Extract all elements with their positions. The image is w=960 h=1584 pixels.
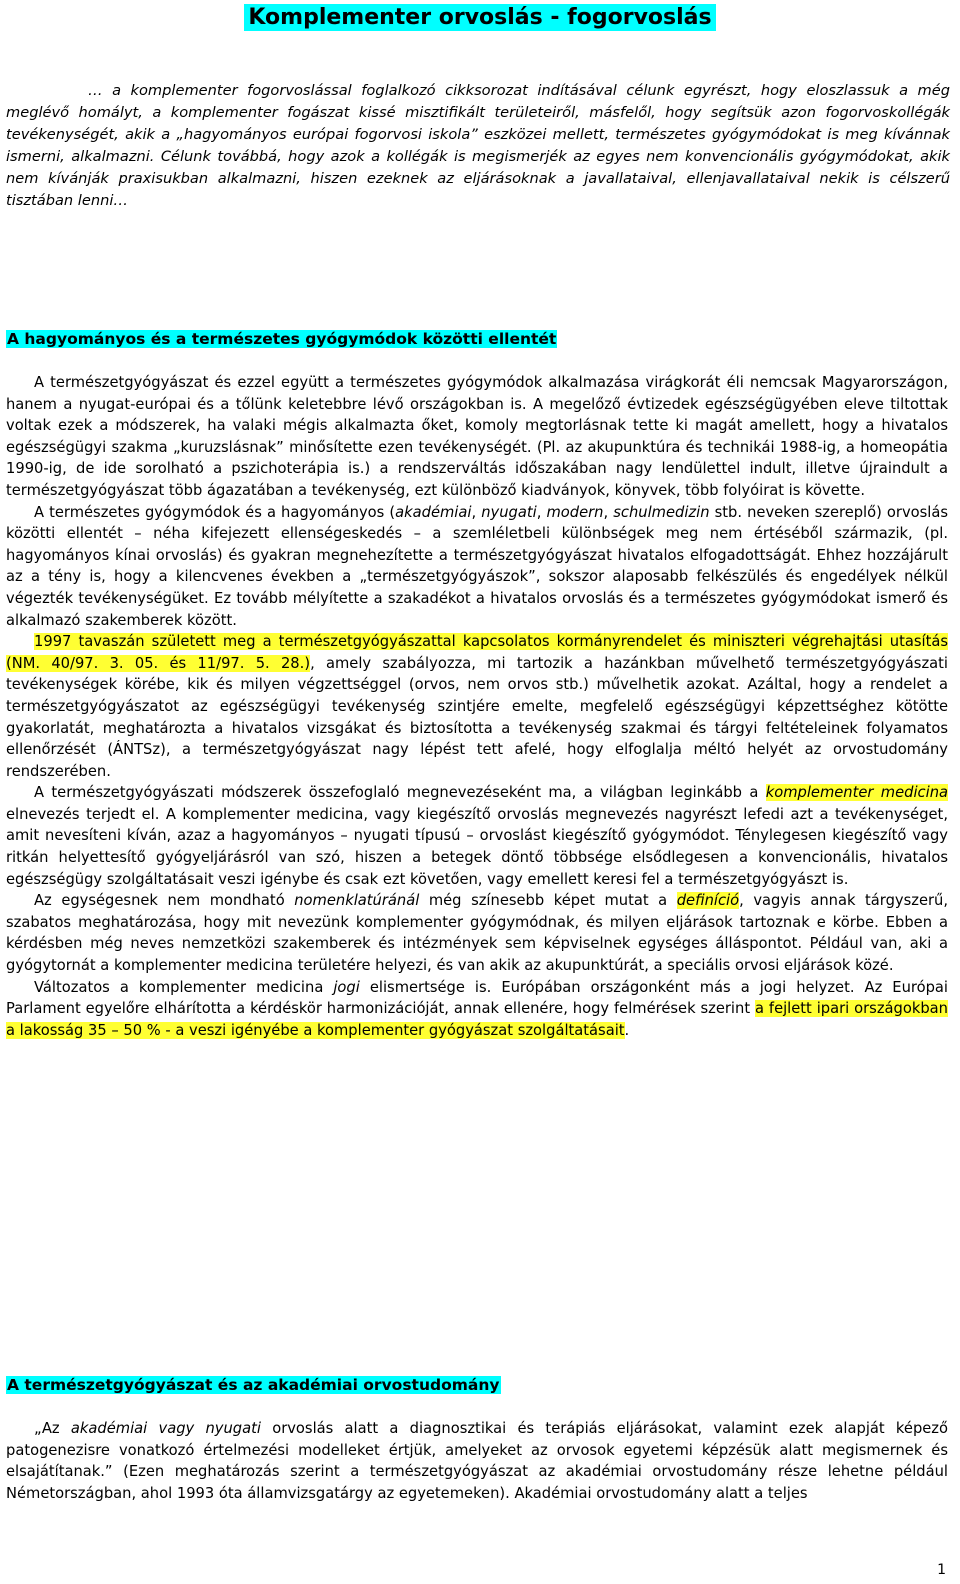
paragraph xyxy=(6,1418,948,1504)
paragraph-text: még színesebb képet mutat a xyxy=(419,892,677,910)
section-heading-2-text: A természetgyógyászat és az akadémiai orvostudomány xyxy=(7,1376,500,1394)
paragraph-text: elnevezés terjedt el. A komplementer medicina, vagy kiegészítő orvoslás megnevezés nagyrészt lefedi azt a tevékenységet, amit nevesíteni kíván, azaz a hagyományos – nyugati típusú – orvoslást kiegészítő gyógymódot. Ténylegesen kiegészítő vagy ritkán helyettesítő gyógyeljárásról van szó, hiszen a betegek döntő többsége elsődlegesen a konvencionális, hivatalos egészségügy szolgáltatásait veszi igénybe és csak ezt követően, vagy emellett keresi fel a természetgyógyászt is. xyxy=(6,805,948,888)
paragraph xyxy=(6,502,948,632)
italic-term: jogi xyxy=(333,978,360,996)
highlighted-text: a fejlett ipari országokban a lakosság 35 – 50 % - a veszi igényébe a komplementer gyógyászat szolgáltatásait xyxy=(6,1000,948,1039)
paragraph xyxy=(6,631,948,782)
paragraph-text: , xyxy=(603,503,614,521)
document-title-text: Komplementer orvoslás - fogorvoslás xyxy=(244,4,715,31)
highlighted-term: komplementer medicina xyxy=(765,784,949,802)
italic-term: modern xyxy=(546,503,604,521)
italic-term: nomenklatúránál xyxy=(294,892,420,910)
section-2-body xyxy=(6,1418,948,1504)
section-1-body xyxy=(6,372,948,1041)
paragraph-text: orvoslás alatt a diagnosztikai és terápiás eljárásokat, valamint ezek alapját képező patogenezisre vonatkozó értelmezési modelleket értjük, amelyeket az orvosok egyetemi képzésük alatt megismernek és elsajátítanak.” (Ezen meghatározás szerint a természetgyógyászat az akadémiai orvostudomány része lehetne például Németországban, ahol 1993 óta államvizsgatárgy az egyetemeken). Akadémiai orvostudomány alatt a teljes xyxy=(6,1420,949,1502)
paragraph-text: elismertsége is. Európában országonként más a jogi helyzet. Az Európai Parlament egyelőre elhárította a kérdéskör harmonizációját, annak ellenére, hogy felmérések szerint xyxy=(6,978,948,1018)
paragraph-text: , vagyis annak tárgyszerű, szabatos meghatározása, hogy mit nevezünk komplementer gyógymódnak, és milyen eljárások tartoznak e körbe. Ebben a kérdésben még neves nemzetközi szakemberek és intézmények sem képviselnek egységes álláspontot. Például van, aki a gyógytornát a komplementer medicina területére helyezi, és van akik az akupunktúrát, a speciális orvosi eljárások közé. xyxy=(6,892,948,975)
paragraph-text: , xyxy=(471,503,482,521)
intro-paragraph: … a komplementer fogorvoslással foglalkozó cikksorozat indításával célunk egyrészt, hogy eloszlassuk a még meglévő homályt, a komplementer fogászat kissé misztifikált területeiről, másfelől, hogy segítsük azon fogorvoskollégák tevékenységét, akik a „hagyományos európai fogorvosi iskola” eszközei mellett, természetes gyógymódokat is meg kívánnak ismerni, alkalmazni. Célunk továbbá, hogy azok a kollégák is megismerjék az egyes nem konvencionális gyógymódokat, akik nem kívánják praxisukban alkalmazni, hiszen ezeknek az eljárásoknak a javallataival, ellenjavallataival nekik is célszerű tisztában lenni… xyxy=(6,82,950,210)
paragraph-text: stb. neveken szereplő) orvoslás közötti ellentét – néha kifejezett ellenségeskedés – a szemléletbeli különbségek meg nem értéséből származik, (pl. hagyományos kínai orvoslás) és gyakran megnehezítette a természetgyógyászat hivatalos elfogadottságát. Ehhez hozzájárult az a tény is, hogy a kilencvenes években a „természetgyógyászok”, sokszor alaposabb felkészülés és engedélyek nélkül végezték tevékenységüket. Ez tovább mélyítette a szakadékot a hivatalos orvoslás és a természetes gyógymódokat ismerő és alkalmazó szakemberek között. xyxy=(6,503,949,629)
section-heading-1-text: A hagyományos és a természetes gyógymódok közötti ellentét xyxy=(7,330,557,348)
paragraph-text: A természetes gyógymódok és a hagyományos ( xyxy=(34,503,396,521)
paragraph xyxy=(6,782,948,890)
paragraph-text: , xyxy=(536,503,547,521)
section-heading-2 xyxy=(6,1375,501,1395)
paragraph-text: , amely szabályozza, mi tartozik a hazánkban művelhető természetgyógyászati tevékenységek körébe, kik és milyen végzettséggel (orvos, nem orvos stb.) művelhetik azokat. Azáltal, hogy a rendelet a természetgyógyászatot az egészségügyi tevékenység szintjére emelte, megfelelő egészségügyi képzettséghez kötötte gyakorlatát, meghatározta a hivatalos vizsgákat és biztosította a tevékenység szakmai és tárgyi feltételeinek folyamatos ellenőrzését (ÁNTSz), a természetgyógyászat nagy lépést tett afelé, hogy elfoglalja méltó helyét az orvostudomány rendszerében. xyxy=(6,654,948,780)
highlighted-text: 1997 tavaszán született meg a természetgyógyászattal kapcsolatos kormányrendelet és miniszteri végrehajtási utasítás (NM. 40/97. 3. 05. és 11/97. 5. 28.) xyxy=(6,633,948,672)
italic-term: schulmedizin xyxy=(613,503,710,521)
paragraph-text: Az egységesnek nem mondható xyxy=(34,892,295,910)
paragraph-text: . xyxy=(624,1021,630,1039)
paragraph-text: A természetgyógyászat és ezzel együtt a természetes gyógymódok alkalmazása virágkorát éli nemcsak Magyarországon, hanem a nyugat-európai és a tőlünk keletebbre lévő országokban is. A megelőző évtizedek egészségügyében eleve tiltottak voltak ezek a módszerek, ha valaki mégis alkalmazta őket, komoly megtorlásnak tette ki magát amellett, hogy a hivatalos egészségügyi szakma „kuruzslásnak” minősítette ezen tevékenységét. (Pl. az akupunktúra és technikái 1988-ig, a homeopátia 1990-ig, de ide sorolható a pszichoterápia is.) a rendszerváltás időszakában nagy lendülettel indult, illetve újraindult a természetgyógyászat több ágazatában a tevékenység, ezt különböző kiadványok, könyvek, több folyóirat is követte. xyxy=(6,374,948,499)
italic-term: akadémiai xyxy=(395,503,472,521)
paragraph-text: A természetgyógyászati módszerek összefoglaló megnevezéseként ma, a világban leginkább a xyxy=(34,784,766,802)
highlighted-term: definíció xyxy=(676,892,740,910)
paragraph-text: „Az xyxy=(34,1420,71,1437)
italic-term: nyugati xyxy=(481,503,537,521)
section-heading-1 xyxy=(6,329,557,349)
paragraph xyxy=(6,977,948,1042)
document-title xyxy=(0,6,960,30)
paragraph-text: Változatos a komplementer medicina xyxy=(34,978,334,996)
italic-term: akadémiai vagy nyugati xyxy=(70,1420,261,1437)
paragraph xyxy=(6,372,948,502)
paragraph xyxy=(6,890,948,976)
page-number: 1 xyxy=(937,1562,946,1578)
